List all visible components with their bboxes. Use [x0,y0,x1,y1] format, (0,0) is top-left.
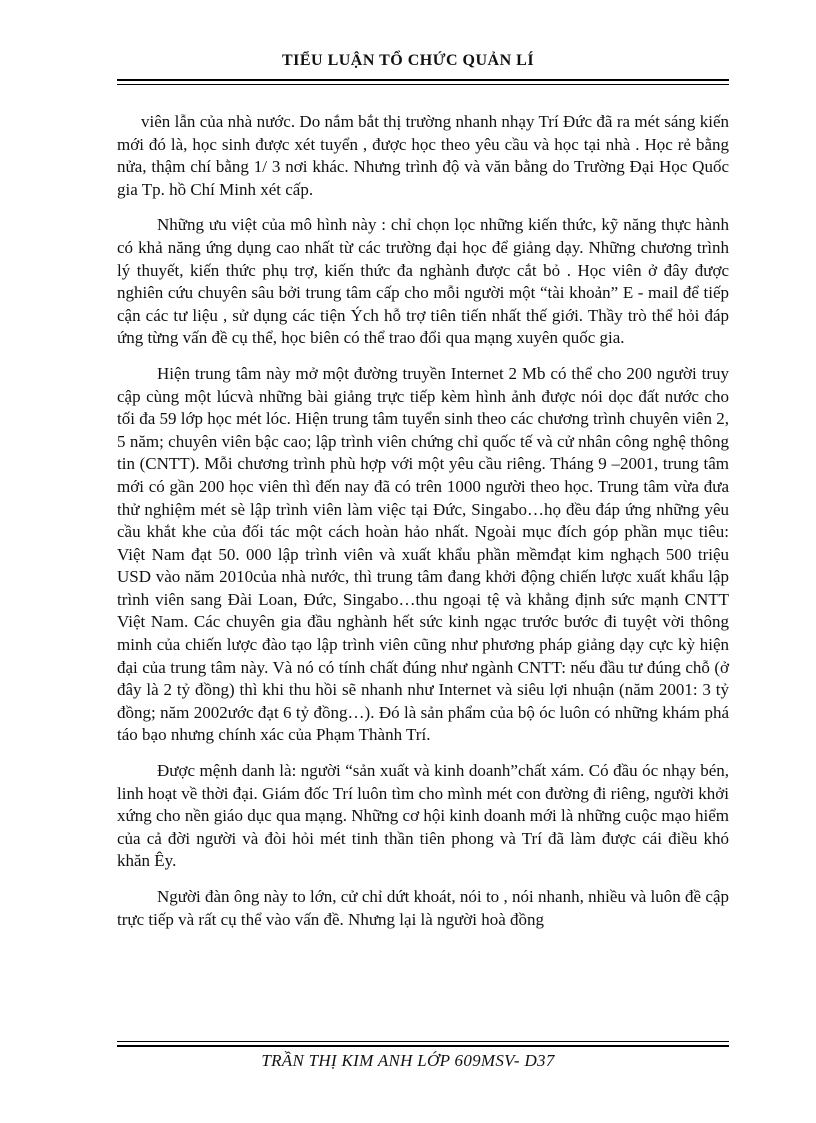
page-header-title: TIỂU LUẬN TỔ CHỨC QUẢN LÍ [281,52,535,69]
paragraph: Được mệnh danh là: người “sản xuất và kinh doanh”chất xám. Có đầu óc nhạy bén, linh hoạt về thời đại. Giám đốc Trí luôn tìm cho mình mét con đường đi riêng, người khởi xứng cho nền giáo dục qua mạng. Những cơ hội kinh doanh mới là những cuộc mạo hiểm của cả đời người và đòi hỏi mét tinh thần tiên phong và Trí đã làm được cái điều khó khăn Êy. [117,761,729,871]
document-body [117,111,729,944]
header-rule-thick [117,79,729,81]
header-rule-thin [117,84,729,85]
footer-rule-thick [117,1045,729,1047]
paragraph: Những ưu việt của mô hình này : chỉ chọn lọc những kiến thức, kỹ năng thực hành có khả năng ứng dụng cao nhất từ các trường đại học để giảng dạy. Những chương trình lý thuyết, kiến thức phụ trợ, kiến thức đa nghành được cắt bỏ . Học viên ở đây được nghiên cứu chuyên sâu bởi trung tâm cấp cho mỗi người một “tài khoản” E - mail để tiếp cận các tư liệu , sử dụng các tiện Ých hỗ trợ tiên tiến nhất thế giới. Thầy trò thể hỏi đáp ứng từng vấn đề cụ thể, học biên có thể trao đổi qua mạng xuyên quốc gia. [117,215,729,348]
footer-rule-thin [117,1041,729,1042]
paragraph: Người đàn ông này to lớn, cử chỉ dứt khoát, nói to , nói nhanh, nhiều và luôn đề cập trực tiếp và rất cụ thể vào vấn đề. Nhưng lại là người hoà đồng [117,887,729,929]
paragraph: viên lẫn của nhà nước. Do nắm bắt thị trường nhanh nhạy Trí Đức đã ra mét sáng kiến mới đó là, học sinh được xét tuyển , được học theo yêu cầu và học tại nhà . Học rẻ bằng nửa, thậm chí bằng 1/ 3 nơi khác. Nhưng trình độ và văn bằng do Trường Đại Học Quốc gia Tp. hồ Chí Minh xét cấp. [117,112,729,199]
paragraph: Hiện trung tâm này mở một đường truyền Internet 2 Mb có thể cho 200 người truy cập cùng một lúcvà những bài giảng trực tiếp kèm hình ảnh được nói dọc đất nước cho tối đa 59 lớp học mét lóc. Hiện trung tâm tuyển sinh theo các chương trình chuyên viên 2, 5 năm; chuyên viên bậc cao; lập trình viên chứng chỉ quốc tế và cử nhân công nghệ thông tin (CNTT). Mỗi chương trình phù hợp với một yêu cầu riêng. Tháng 9 –2001, trung tâm mới có gần 200 học viên thì đến nay đã có trên 1000 người theo học. Trung tâm vừa đưa thử nghiệm mét sè lập trình viên làm việc tại Đức, Singabo…họ đều đáp ứng những yêu cầu khắt khe của đối tác một cách hoàn hảo nhất. Ngoài mục đích góp phần mục tiêu: Việt Nam đạt 50. 000 lập trình viên và xuất khẩu phần mềmđạt kim nghạch 500 triệu USD vào năm 2010của nhà nước, thì trung tâm đang khởi động chiến lược xuất khẩu lập trình viên sang Đài Loan, Đức, Singabo…thu ngoại tệ và khẳng định sức mạnh CNTT Việt Nam. Các chuyên gia đầu nghành hết sức kinh ngạc trước bước đi tuyệt vời thông minh của chiến lược đào tạo lập trình viên cũng như phương pháp giảng dạy cực kỳ hiện đại của trung tâm này. Và nó có tính chất đúng như ngành CNTT: nếu đầu tư đúng chỗ (ở đây là 2 tỷ đồng) thì khi thu hồi sẽ nhanh như Internet và siêu lợi nhuận (năm 2001: 3 tỷ đồng; năm 2002ước đạt 6 tỷ đồng…). Đó là sản phẩm của bộ óc luôn có những khám phá táo bạo nhưng chính xác của Phạm Thành Trí. [117,363,729,745]
page-footer: TRẦN THỊ KIM ANH LỚP 609MSV- D37 [261,1051,555,1070]
